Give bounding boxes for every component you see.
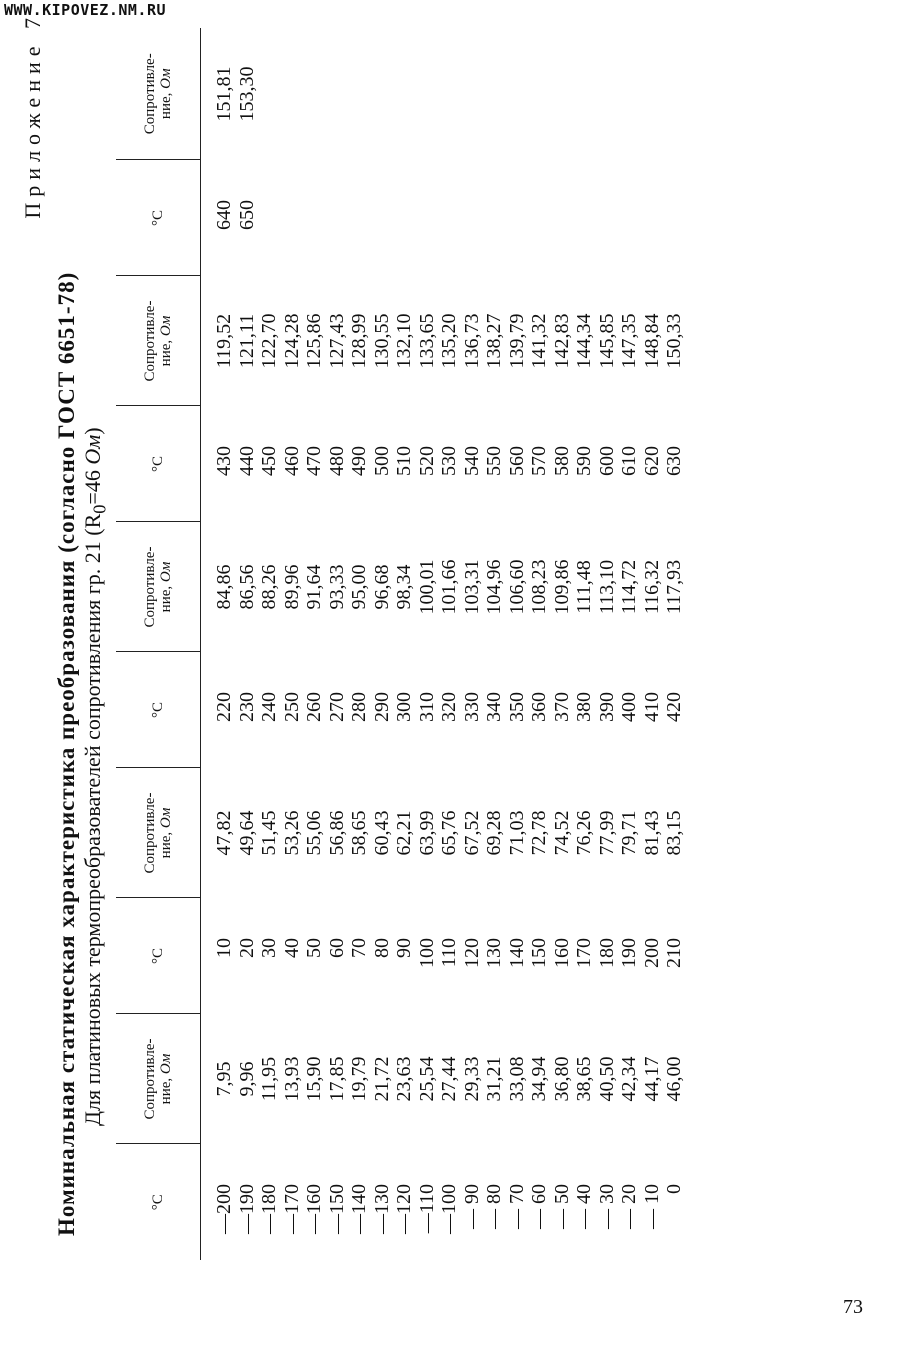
temp-cell: 40 xyxy=(280,938,303,958)
resistance-cell: 89,96 xyxy=(280,564,303,610)
temp-cell: 650 xyxy=(235,200,258,230)
resistance-cell: 125,86 xyxy=(303,313,325,369)
resistance-column-header xyxy=(116,28,201,160)
resistance-cell: 151,81 xyxy=(213,66,235,122)
temp-cell: 10 xyxy=(213,938,235,958)
resistance-header-unit: Ом xyxy=(158,68,174,89)
temp-cell: 520 xyxy=(415,446,438,476)
resistance-header-line2: ние, xyxy=(158,336,174,367)
temp-cell: 0 xyxy=(663,1184,685,1194)
resistance-cell: 27,44 xyxy=(438,1056,460,1102)
resistance-cell: 127,43 xyxy=(325,313,348,369)
temp-column-header: °C xyxy=(116,1144,201,1260)
temp-cell: 70 xyxy=(348,938,370,958)
resistance-cell: 19,79 xyxy=(348,1056,370,1102)
temp-cell: 220 xyxy=(213,692,235,722)
resistance-header-line2: ние, xyxy=(158,582,174,613)
resistance-header-line1: Сопротивле- xyxy=(142,792,158,874)
resistance-cell: 11,95 xyxy=(258,1056,280,1102)
temp-cell: 200 xyxy=(640,938,663,968)
resistance-cell: 76,26 xyxy=(573,810,595,856)
temp-cell: 430 xyxy=(213,446,235,476)
resistance-cell: 65,76 xyxy=(438,810,460,856)
temp-column xyxy=(201,652,775,768)
resistance-column xyxy=(201,28,775,160)
temp-column-header: °C xyxy=(116,160,201,276)
resistance-cell: 91,64 xyxy=(303,564,325,610)
resistance-table xyxy=(116,28,774,1260)
resistance-header-line1: Сопротивле- xyxy=(142,546,158,628)
temp-cell: 60 xyxy=(325,938,348,958)
temp-cell: 20 xyxy=(235,938,258,958)
temp-cell: —180 xyxy=(258,1184,280,1234)
temp-cell: 380 xyxy=(573,692,595,722)
resistance-cell: 141,32 xyxy=(528,313,550,369)
resistance-column xyxy=(201,1014,775,1144)
resistance-cell: 147,35 xyxy=(618,313,640,369)
temp-cell: 340 xyxy=(483,692,505,722)
resistance-cell: 44,17 xyxy=(640,1056,663,1102)
temp-cell: 350 xyxy=(505,692,528,722)
temp-column xyxy=(201,406,775,522)
temp-cell: 50 xyxy=(303,938,325,958)
temp-cell: 230 xyxy=(235,692,258,722)
temp-cell: 500 xyxy=(370,446,393,476)
temp-cell: 600 xyxy=(595,446,618,476)
resistance-cell: 100,01 xyxy=(415,559,438,615)
temp-column xyxy=(201,1144,775,1260)
resistance-cell: 150,33 xyxy=(663,313,685,369)
subtitle-prefix: Для платиновых термопреобразователей сопротивления гр. 21 (R xyxy=(80,513,105,1126)
resistance-column xyxy=(201,522,775,652)
temp-cell: 160 xyxy=(550,938,573,968)
temp-cell: 280 xyxy=(348,692,370,722)
temp-cell: 300 xyxy=(393,692,415,722)
resistance-cell: 119,52 xyxy=(213,313,235,369)
resistance-cell: 136,73 xyxy=(460,313,483,369)
temp-cell: 590 xyxy=(573,446,595,476)
resistance-cell: 31,21 xyxy=(483,1056,505,1102)
temp-cell: 30 xyxy=(258,938,280,958)
rotated-page-content xyxy=(16,0,876,1280)
resistance-column-header xyxy=(116,276,201,406)
resistance-header-unit: Ом xyxy=(158,561,174,583)
resistance-cell: 25,54 xyxy=(415,1056,438,1102)
resistance-cell: 114,72 xyxy=(618,559,640,615)
temp-cell: —200 xyxy=(213,1184,235,1234)
resistance-cell: 21,72 xyxy=(370,1056,393,1102)
resistance-cell: 153,30 xyxy=(235,66,258,122)
resistance-cell: 103,31 xyxy=(460,559,483,615)
resistance-cell: 130,55 xyxy=(370,313,393,369)
resistance-cell: 84,86 xyxy=(213,564,235,610)
resistance-header-line1: Сопротивле- xyxy=(142,300,158,382)
resistance-cell: 101,66 xyxy=(438,559,460,615)
resistance-column xyxy=(201,768,775,898)
temp-cell: — 10 xyxy=(640,1184,663,1229)
temp-cell: 320 xyxy=(438,692,460,722)
resistance-cell: 53,26 xyxy=(280,810,303,856)
resistance-cell: 60,43 xyxy=(370,810,393,856)
temp-cell: —190 xyxy=(235,1184,258,1234)
resistance-cell: 138,27 xyxy=(483,313,505,369)
temp-cell: 460 xyxy=(280,446,303,476)
resistance-cell: 13,93 xyxy=(280,1056,303,1102)
temp-cell: —140 xyxy=(348,1184,370,1234)
temp-cell: 330 xyxy=(460,692,483,722)
temp-cell: — 30 xyxy=(595,1184,618,1229)
resistance-column xyxy=(201,276,775,406)
resistance-cell: 113,10 xyxy=(595,559,618,615)
subtitle-suffix: =46 xyxy=(80,464,105,505)
resistance-cell: 86,56 xyxy=(235,564,258,610)
temp-cell: 150 xyxy=(528,938,550,968)
resistance-cell: 104,96 xyxy=(483,559,505,615)
temp-cell: —130 xyxy=(370,1184,393,1234)
temp-cell: 290 xyxy=(370,692,393,722)
resistance-cell: 34,94 xyxy=(528,1056,550,1102)
temp-cell: 440 xyxy=(235,446,258,476)
resistance-cell: 133,65 xyxy=(415,313,438,369)
temp-cell: — 90 xyxy=(460,1184,483,1229)
resistance-cell: 83,15 xyxy=(663,810,685,856)
resistance-cell: 15,90 xyxy=(303,1056,325,1102)
temp-cell: — 40 xyxy=(573,1184,595,1229)
resistance-cell: 145,85 xyxy=(595,313,618,369)
resistance-cell: 121,11 xyxy=(235,313,258,369)
resistance-cell: 148,84 xyxy=(640,313,663,369)
temp-cell: —160 xyxy=(303,1184,325,1234)
resistance-cell: 77,99 xyxy=(595,810,618,856)
resistance-cell: 56,86 xyxy=(325,810,348,856)
resistance-header-line1: Сопротивле- xyxy=(142,53,158,135)
resistance-cell: 96,68 xyxy=(370,564,393,610)
table-header-row xyxy=(116,28,201,1260)
temp-cell: 370 xyxy=(550,692,573,722)
temp-cell: 310 xyxy=(415,692,438,722)
resistance-cell: 55,06 xyxy=(303,810,325,856)
resistance-cell: 111,48 xyxy=(573,560,595,614)
subtitle-unit: Ом xyxy=(80,434,105,465)
resistance-cell: 69,28 xyxy=(483,810,505,856)
resistance-cell: 7,95 xyxy=(213,1061,235,1097)
temp-cell: 570 xyxy=(528,446,550,476)
resistance-cell: 122,70 xyxy=(258,313,280,369)
watermark-text: WWW.KIPOVEZ.NM.RU xyxy=(4,1,167,19)
temp-cell: —170 xyxy=(280,1184,303,1234)
temp-cell: 640 xyxy=(213,200,235,230)
resistance-cell: 74,52 xyxy=(550,810,573,856)
resistance-cell: 72,78 xyxy=(528,810,550,856)
resistance-cell: 29,33 xyxy=(460,1056,483,1102)
temp-cell: 410 xyxy=(640,692,663,722)
resistance-cell: 63,99 xyxy=(415,810,438,856)
temp-cell: 190 xyxy=(618,938,640,968)
temp-column-header: °C xyxy=(116,406,201,522)
temp-cell: —150 xyxy=(325,1184,348,1234)
resistance-cell: 67,52 xyxy=(460,810,483,856)
resistance-cell: 51,45 xyxy=(258,810,280,856)
resistance-cell: 88,26 xyxy=(258,564,280,610)
temp-cell: — 60 xyxy=(528,1184,550,1229)
temp-cell: 240 xyxy=(258,692,280,722)
resistance-header-line2: ние, xyxy=(158,88,174,120)
temp-cell: 100 xyxy=(415,938,438,968)
temp-cell: 610 xyxy=(618,446,640,476)
resistance-cell: 95,00 xyxy=(348,564,370,610)
temp-column-header: °C xyxy=(116,652,201,768)
resistance-cell: 58,65 xyxy=(348,810,370,856)
resistance-cell: 36,80 xyxy=(550,1056,573,1102)
temp-cell: 510 xyxy=(393,446,415,476)
resistance-cell: 144,34 xyxy=(573,313,595,369)
resistance-cell: 132,10 xyxy=(393,313,415,369)
temp-cell: 400 xyxy=(618,692,640,722)
resistance-cell: 109,86 xyxy=(550,559,573,615)
temp-cell: 260 xyxy=(303,692,325,722)
temp-column xyxy=(201,160,775,276)
resistance-header-unit: Ом xyxy=(158,1053,174,1075)
temp-cell: 420 xyxy=(663,692,685,722)
temp-cell: 390 xyxy=(595,692,618,722)
subtitle-close: ) xyxy=(80,427,105,435)
temp-cell: 80 xyxy=(370,938,393,958)
subtitle-subscript: 0 xyxy=(89,504,110,514)
appendix-label: Приложение 7 xyxy=(20,12,45,219)
temp-cell: 90 xyxy=(393,938,415,958)
temp-cell: —110 xyxy=(415,1184,438,1234)
temp-column xyxy=(201,898,775,1014)
temp-cell: 490 xyxy=(348,446,370,476)
table-title: Номинальная статическая характеристика преобразования (согласно ГОСТ 6651-78) xyxy=(54,271,79,1236)
temp-cell: —100 xyxy=(438,1184,460,1234)
resistance-cell: 106,60 xyxy=(505,559,528,615)
table-subtitle xyxy=(80,427,110,1126)
resistance-cell: 81,43 xyxy=(640,810,663,856)
temp-cell: 480 xyxy=(325,446,348,476)
temp-cell: — 80 xyxy=(483,1184,505,1229)
resistance-header-line2: ние, xyxy=(158,828,174,859)
temp-cell: 250 xyxy=(280,692,303,722)
resistance-cell: 23,63 xyxy=(393,1056,415,1102)
temp-cell: 540 xyxy=(460,446,483,476)
resistance-cell: 93,33 xyxy=(325,564,348,610)
resistance-cell: 9,96 xyxy=(235,1061,258,1097)
resistance-cell: 79,71 xyxy=(618,810,640,856)
resistance-cell: 139,79 xyxy=(505,313,528,369)
resistance-header-unit: Ом xyxy=(158,315,174,337)
temp-cell: 170 xyxy=(573,938,595,968)
temp-cell: 210 xyxy=(663,938,685,968)
temp-cell: — 50 xyxy=(550,1184,573,1229)
resistance-header-line2: ние, xyxy=(158,1074,174,1105)
resistance-cell: 124,28 xyxy=(280,313,303,369)
resistance-cell: 108,23 xyxy=(528,559,550,615)
resistance-cell: 40,50 xyxy=(595,1056,618,1102)
resistance-cell: 46,00 xyxy=(663,1056,685,1102)
temp-cell: 130 xyxy=(483,938,505,968)
temp-cell: 450 xyxy=(258,446,280,476)
resistance-cell: 38,65 xyxy=(573,1056,595,1102)
resistance-cell: 47,82 xyxy=(213,810,235,856)
resistance-cell: 71,03 xyxy=(505,810,528,856)
resistance-cell: 17,85 xyxy=(325,1056,348,1102)
temp-cell: 530 xyxy=(438,446,460,476)
resistance-cell: 128,99 xyxy=(348,313,370,369)
resistance-header-unit: Ом xyxy=(158,807,174,829)
resistance-cell: 62,21 xyxy=(393,810,415,856)
resistance-column-header xyxy=(116,1014,201,1144)
resistance-cell: 135,20 xyxy=(438,313,460,369)
resistance-column-header xyxy=(116,522,201,652)
temp-cell: — 20 xyxy=(618,1184,640,1229)
resistance-cell: 98,34 xyxy=(393,564,415,610)
resistance-cell: 116,32 xyxy=(640,559,663,615)
resistance-cell: 49,64 xyxy=(235,810,258,856)
table-body-row xyxy=(201,28,775,1260)
temp-cell: 140 xyxy=(505,938,528,968)
temp-cell: 110 xyxy=(438,938,460,968)
temp-cell: —120 xyxy=(393,1184,415,1234)
temp-cell: 550 xyxy=(483,446,505,476)
temp-cell: 620 xyxy=(640,446,663,476)
resistance-cell: 42,34 xyxy=(618,1056,640,1102)
resistance-cell: 142,83 xyxy=(550,313,573,369)
temp-cell: 270 xyxy=(325,692,348,722)
temp-cell: 560 xyxy=(505,446,528,476)
page-number: 73 xyxy=(843,1296,863,1318)
temp-column-header: °C xyxy=(116,898,201,1014)
resistance-column-header xyxy=(116,768,201,898)
resistance-cell: 33,08 xyxy=(505,1056,528,1102)
temp-cell: 580 xyxy=(550,446,573,476)
temp-cell: — 70 xyxy=(505,1184,528,1229)
resistance-header-line1: Сопротивле- xyxy=(142,1038,158,1120)
temp-cell: 180 xyxy=(595,938,618,968)
temp-cell: 470 xyxy=(303,446,325,476)
temp-cell: 120 xyxy=(460,938,483,968)
resistance-cell: 117,93 xyxy=(663,559,685,615)
temp-cell: 360 xyxy=(528,692,550,722)
temp-cell: 630 xyxy=(663,446,685,476)
